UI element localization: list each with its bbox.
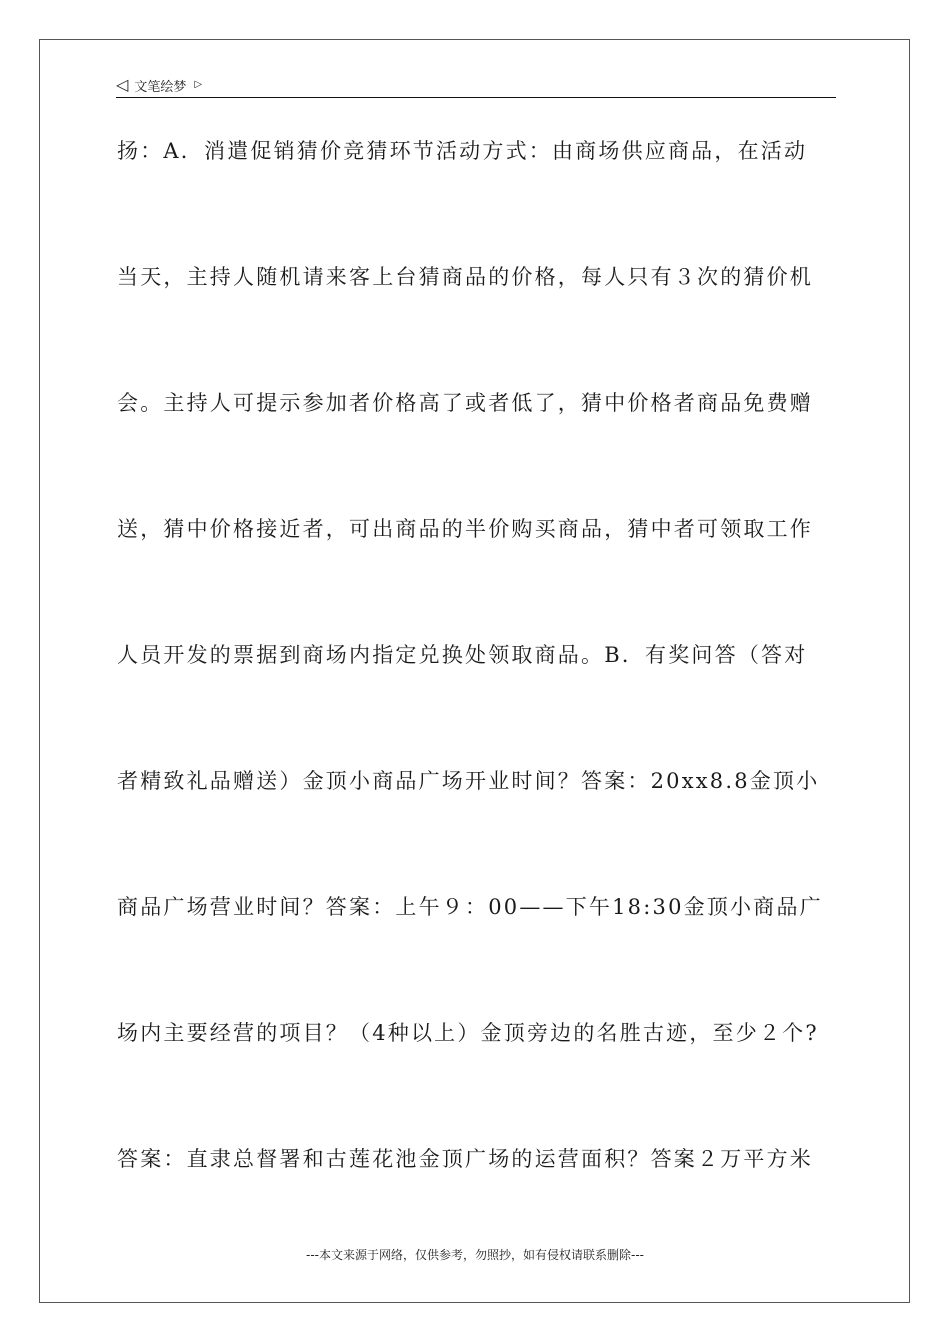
right-triangle-icon: ▷ [194, 79, 203, 90]
body-line: 场内主要经营的项目？（4种以上）金顶旁边的名胜古迹，至少２个? [117, 1021, 819, 1045]
left-triangle-icon: ◁ [116, 75, 129, 94]
body-line: 商品广场营业时间？答案：上午９：00——下午18:30金顶小商品广 [117, 895, 823, 919]
body-line: 送，猜中价格接近者，可出商品的半价购买商品，猜中者可领取工作 [117, 517, 813, 541]
header-divider [116, 97, 836, 98]
body-line: 人员开发的票据到商场内指定兑换处领取商品。B．有奖问答（答对 [117, 643, 808, 667]
body-line: 扬：A．消遣促销猜价竞猜环节活动方式：由商场供应商品，在活动 [117, 139, 808, 163]
body-line: 答案：直隶总督署和古莲花池金顶广场的运营面积？答案２万平方米 [117, 1147, 813, 1171]
page-header [116, 73, 836, 97]
document-body [117, 122, 845, 1256]
body-line: 当天，主持人随机请来客上台猜商品的价格，每人只有３次的猜价机 [117, 265, 813, 289]
footer-notice: ---本文来源于网络，仅供参考，勿照抄，如有侵权请联系删除--- [306, 1248, 644, 1262]
body-line: 会。主持人可提示参加者价格高了或者低了，猜中价格者商品免费赠 [117, 391, 813, 415]
body-line: 者精致礼品赠送）金顶小商品广场开业时间？答案：20xx8.8金顶小 [117, 769, 820, 793]
header-title: 文笔绘梦 [134, 79, 187, 95]
